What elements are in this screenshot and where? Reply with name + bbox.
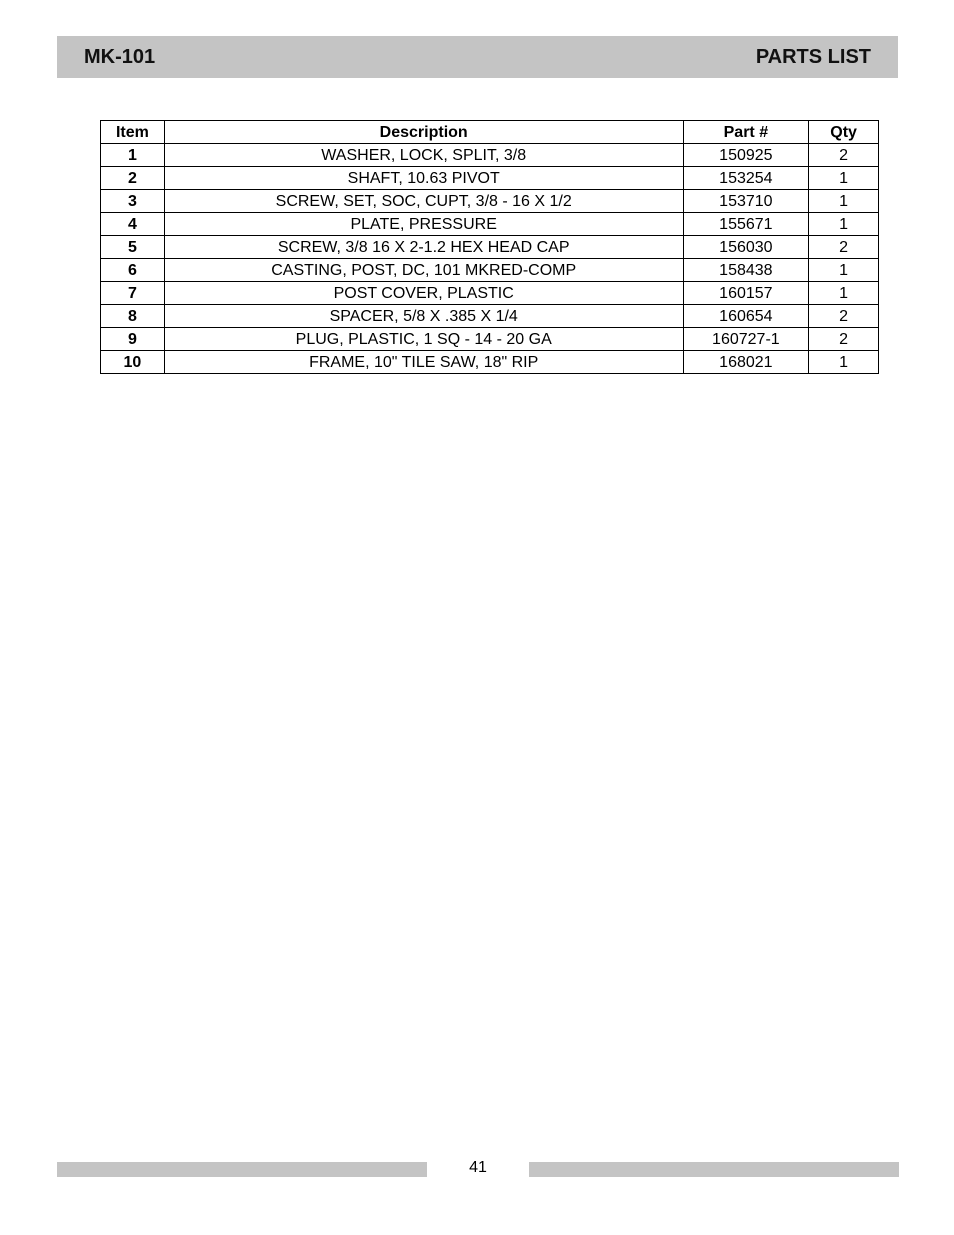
part-qty: 1	[809, 190, 879, 213]
table-header-row	[101, 121, 879, 144]
part-description: SCREW, 3/8 16 X 2-1.2 HEX HEAD CAP	[164, 236, 683, 259]
part-qty: 1	[809, 259, 879, 282]
item-number: 3	[101, 190, 165, 213]
part-description: PLUG, PLASTIC, 1 SQ - 14 - 20 GA	[164, 328, 683, 351]
item-number: 9	[101, 328, 165, 351]
table-row	[101, 167, 879, 190]
item-number: 4	[101, 213, 165, 236]
part-number: 156030	[683, 236, 809, 259]
item-number: 5	[101, 236, 165, 259]
page-number: 41	[469, 1159, 487, 1176]
table-row	[101, 282, 879, 305]
part-qty: 2	[809, 144, 879, 167]
part-qty: 2	[809, 328, 879, 351]
part-qty: 1	[809, 213, 879, 236]
item-number: 10	[101, 351, 165, 374]
part-description: PLATE, PRESSURE	[164, 213, 683, 236]
part-description: CASTING, POST, DC, 101 MKRED-COMP	[164, 259, 683, 282]
parts-table	[100, 120, 879, 374]
table-row	[101, 144, 879, 167]
table-row	[101, 328, 879, 351]
part-description: SCREW, SET, SOC, CUPT, 3/8 - 16 X 1/2	[164, 190, 683, 213]
part-description: SPACER, 5/8 X .385 X 1/4	[164, 305, 683, 328]
part-qty: 2	[809, 305, 879, 328]
part-qty: 1	[809, 167, 879, 190]
table-row	[101, 305, 879, 328]
footer-bar-left	[57, 1162, 427, 1177]
part-qty: 2	[809, 236, 879, 259]
part-qty: 1	[809, 351, 879, 374]
item-number: 2	[101, 167, 165, 190]
table-row	[101, 213, 879, 236]
page-header	[57, 36, 898, 78]
part-number: 160157	[683, 282, 809, 305]
item-number: 1	[101, 144, 165, 167]
part-number: 155671	[683, 213, 809, 236]
part-qty: 1	[809, 282, 879, 305]
part-number: 150925	[683, 144, 809, 167]
item-number: 7	[101, 282, 165, 305]
model-name: MK-101	[84, 45, 156, 68]
table-row	[101, 236, 879, 259]
part-number: 160727-1	[683, 328, 809, 351]
part-description: WASHER, LOCK, SPLIT, 3/8	[164, 144, 683, 167]
page-title: PARTS LIST	[755, 45, 871, 68]
item-number: 6	[101, 259, 165, 282]
part-number: 153254	[683, 167, 809, 190]
part-number: 153710	[683, 190, 809, 213]
part-description: POST COVER, PLASTIC	[164, 282, 683, 305]
part-number: 168021	[683, 351, 809, 374]
part-number: 160654	[683, 305, 809, 328]
column-header-description: Description	[164, 121, 683, 144]
item-number: 8	[101, 305, 165, 328]
table-row	[101, 190, 879, 213]
part-description: FRAME, 10" TILE SAW, 18" RIP	[164, 351, 683, 374]
column-header-item: Item	[101, 121, 165, 144]
table-row	[101, 259, 879, 282]
column-header-part-number: Part #	[683, 121, 809, 144]
column-header-qty: Qty	[809, 121, 879, 144]
part-number: 158438	[683, 259, 809, 282]
part-description: SHAFT, 10.63 PIVOT	[164, 167, 683, 190]
footer-bar-right	[529, 1162, 899, 1177]
table-row	[101, 351, 879, 374]
